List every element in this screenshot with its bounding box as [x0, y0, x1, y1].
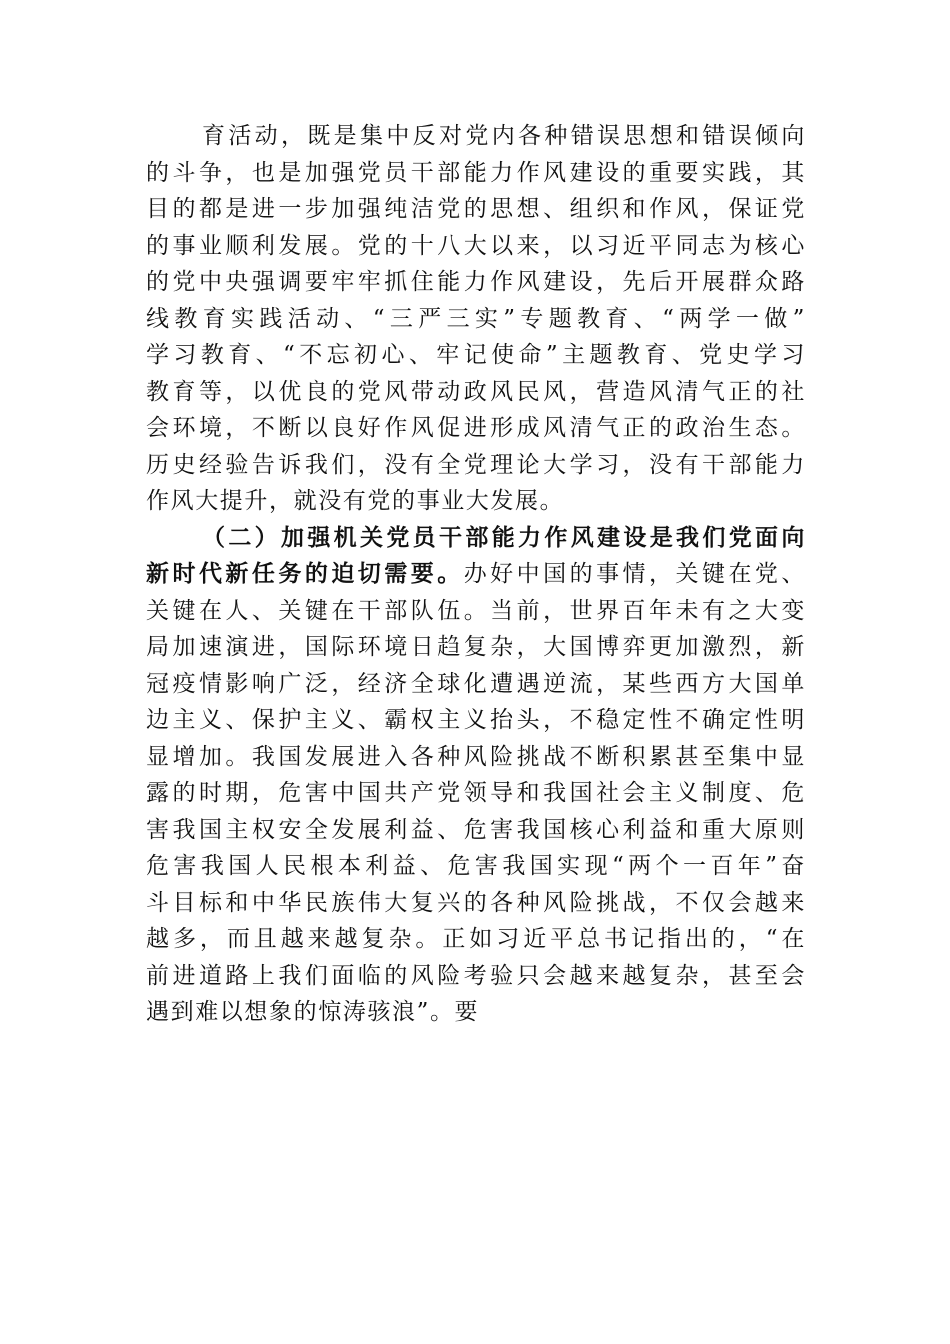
- body-text: [146, 118, 806, 1031]
- text-line: 的党中央强调要牢牢抓住能力作风建设，先后开展群众路: [146, 269, 806, 295]
- text-line: 目的都是进一步加强纯洁党的思想、组织和作风，保证党: [146, 196, 806, 222]
- paragraph-1: [146, 118, 806, 520]
- text-line: 露的时期，危害中国共产党领导和我国社会主义制度、危: [146, 780, 806, 806]
- text-line: 的事业顺利发展。党的十八大以来，以习近平同志为核心: [146, 232, 806, 259]
- text-line: 局加速演进，国际环境日趋复杂，大国博弈更加激烈，新: [146, 634, 806, 660]
- text-line: 会环境，不断以良好作风促进形成风清气正的政治生态。: [146, 415, 806, 441]
- text-line: 的斗争，也是加强党员干部能力作风建设的重要实践，其: [146, 159, 806, 186]
- section-heading-continued: 新时代新任务的迫切需要。: [146, 560, 464, 587]
- text-line: 线教育实践活动、“三严三实”专题教育、“两学一做”: [146, 305, 806, 332]
- text-line: 教育等，以优良的党风带动政风民风，营造风清气正的社: [146, 378, 806, 405]
- text-line: 危害我国人民根本利益、危害我国实现“两个一百年”奋: [146, 853, 806, 879]
- text-line: 边主义、保护主义、霸权主义抬头，不稳定性不确定性明: [146, 707, 806, 733]
- text-line: 关键在人、关键在干部队伍。当前，世界百年未有之大变: [146, 597, 806, 624]
- text-line: 育活动，既是集中反对党内各种错误思想和错误倾向: [202, 123, 806, 149]
- text-line: 遇到难以想象的惊涛骇浪”。要: [146, 999, 480, 1025]
- text-line: 越多，而且越来越复杂。正如习近平总书记指出的，“在: [146, 926, 806, 952]
- text-line: [146, 556, 806, 593]
- text-line: 历史经验告诉我们，没有全党理论大学习，没有干部能力: [146, 451, 806, 478]
- text-line: 害我国主权安全发展利益、危害我国核心利益和重大原则: [146, 816, 806, 843]
- text-line: 前进道路上我们面临的风险考验只会越来越复杂，甚至会: [146, 962, 806, 989]
- text-line: 斗目标和中华民族伟大复兴的各种风险挑战，不仅会越来: [146, 889, 806, 916]
- paragraph-2: [146, 520, 806, 1031]
- text-line: 学习教育、“不忘初心、牢记使命”主题教育、党史学习: [146, 342, 806, 368]
- text-line: 显增加。我国发展进入各种风险挑战不断积累甚至集中显: [146, 743, 806, 770]
- text-line: 作风大提升，就没有党的事业大发展。: [146, 488, 565, 514]
- text-line-rest: 办好中国的事情，关键在党、: [463, 561, 806, 587]
- text-line: 冠疫情影响广泛，经济全球化遭遇逆流，某些西方大国单: [146, 670, 806, 697]
- section-heading: （二）加强机关党员干部能力作风建设是我们党面向: [202, 523, 806, 551]
